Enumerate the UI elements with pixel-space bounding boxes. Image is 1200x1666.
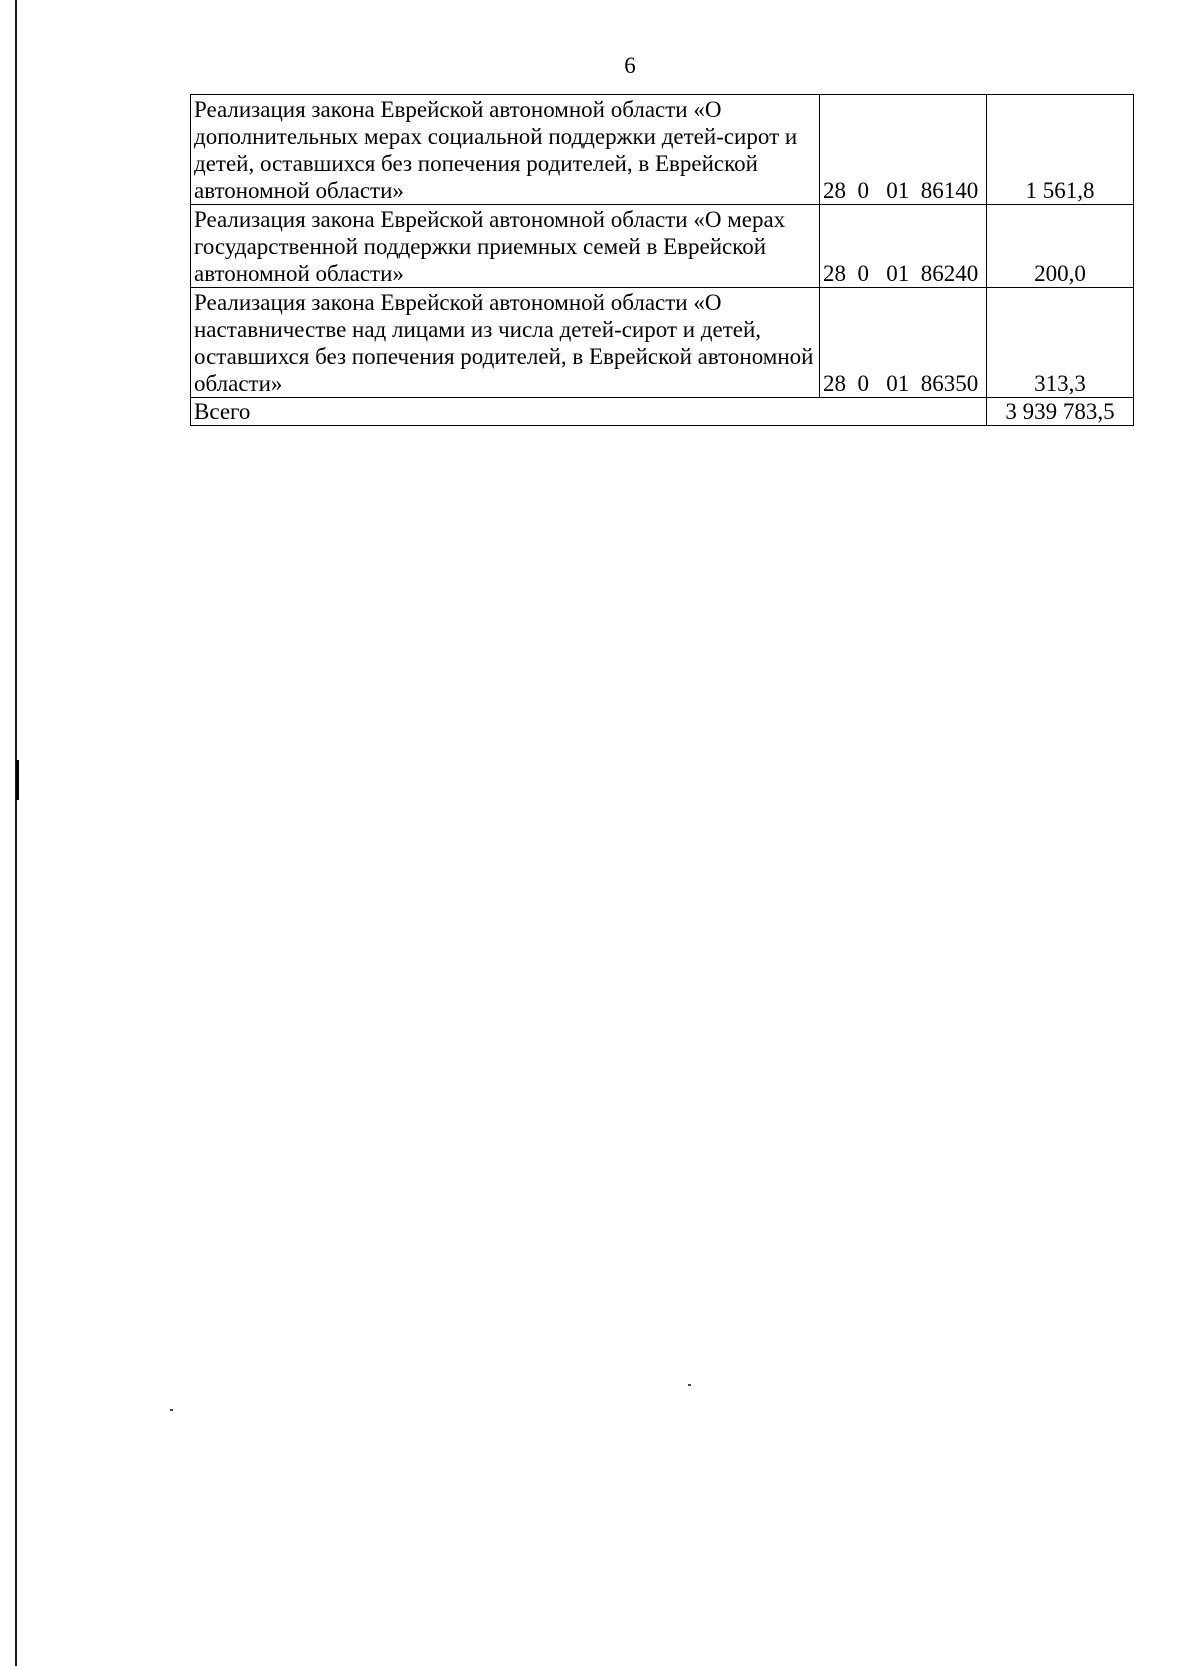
scan-edge-line xyxy=(15,0,17,1666)
row-name: Реализация закона Еврейской автономной области «О наставничестве над лицами из числа детей-сирот и детей, оставшихся без попечения родителей, в Еврейской автономной области» xyxy=(191,288,820,398)
row-amount: 313,3 xyxy=(987,288,1134,398)
row-code: 28 0 01 86240 xyxy=(820,205,987,288)
page-number: 6 xyxy=(624,53,636,78)
row-code: 28 0 01 86350 xyxy=(820,288,987,398)
total-label: Всего xyxy=(191,398,987,426)
row-code: 28 0 01 86140 xyxy=(820,95,987,205)
total-row xyxy=(191,398,1134,426)
table-row xyxy=(191,288,1134,398)
scan-speck xyxy=(170,1409,173,1411)
budget-table xyxy=(190,94,1134,426)
scan-speck xyxy=(688,1384,691,1386)
row-amount: 1 561,8 xyxy=(987,95,1134,205)
row-amount: 200,0 xyxy=(987,205,1134,288)
scan-edge-mark xyxy=(16,760,19,800)
row-name: Реализация закона Еврейской автономной области «О мерах государственной поддержки приемных семей в Еврейской автономной области» xyxy=(191,205,820,288)
table-row xyxy=(191,205,1134,288)
row-name: Реализация закона Еврейской автономной области «О дополнительных мерах социальной поддержки детей-сирот и детей, оставшихся без попечения родителей, в Еврейской автономной области» xyxy=(191,95,820,205)
table-row xyxy=(191,95,1134,205)
total-amount: 3 939 783,5 xyxy=(987,398,1134,426)
